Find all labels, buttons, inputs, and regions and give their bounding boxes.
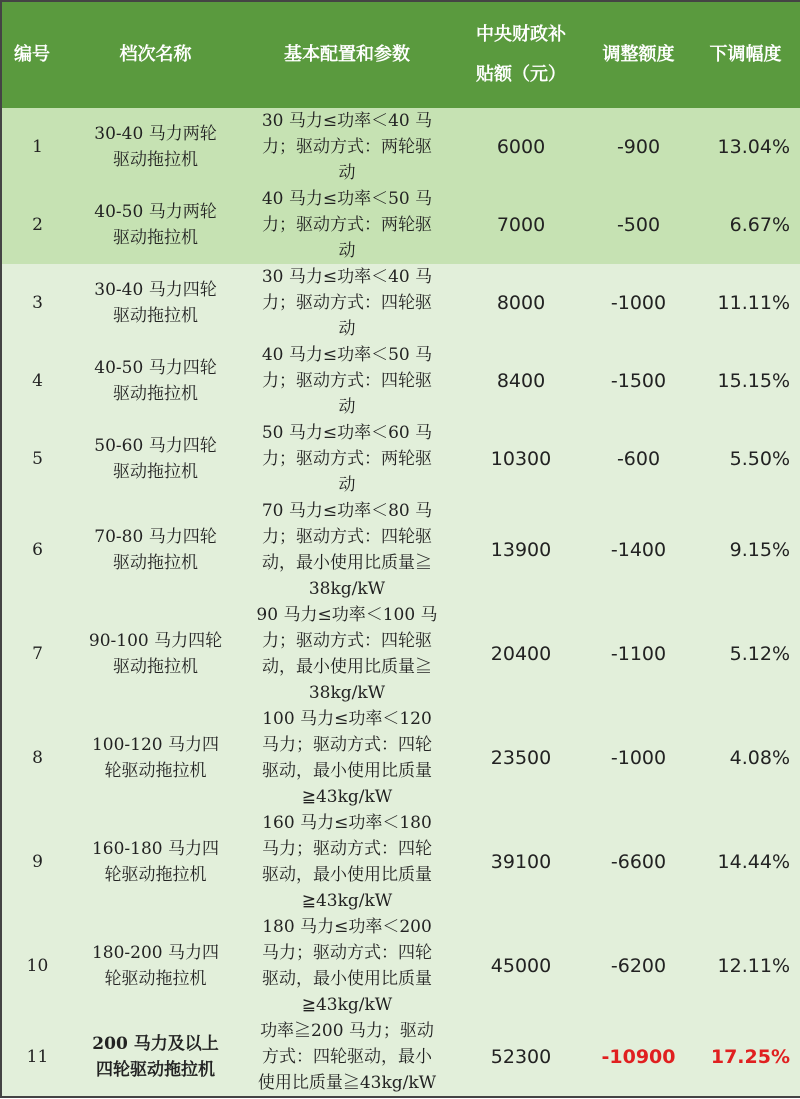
row-subsidy: 52300: [456, 1018, 586, 1097]
header-subsidy-line1: 中央财政补: [476, 24, 566, 45]
row-spec-l3: 驱动，最小使用比质量: [262, 865, 432, 885]
row-id: 7: [1, 602, 73, 706]
row-spec-l3: 动: [338, 397, 356, 417]
header-adjust: 调整额度: [586, 1, 691, 108]
row-subsidy: 13900: [456, 498, 586, 602]
row-spec: [238, 1018, 456, 1097]
row-spec: [238, 706, 456, 810]
row-id: 9: [1, 810, 73, 914]
row-name-l2: 轮驱动拖拉机: [104, 761, 207, 781]
table-row: [1, 420, 800, 498]
row-id: 2: [1, 186, 73, 264]
row-id: 3: [1, 264, 73, 342]
row-adjust: -6200: [586, 914, 691, 1018]
row-spec-l1: 70 马力≤功率＜80 马: [261, 501, 433, 521]
header-subsidy: [456, 1, 586, 108]
row-spec-l3: 驱动，最小使用比质量: [262, 969, 432, 989]
row-subsidy: 23500: [456, 706, 586, 810]
row-name: [73, 914, 238, 1018]
row-spec: [238, 264, 456, 342]
row-spec: [238, 342, 456, 420]
row-id: 6: [1, 498, 73, 602]
row-name: [73, 602, 238, 706]
row-name-l1: 30-40 马力四轮: [94, 280, 217, 300]
row-subsidy: 7000: [456, 186, 586, 264]
row-decrease: 4.08%: [691, 706, 800, 810]
row-spec: [238, 914, 456, 1018]
row-spec-l2: 力；驱动方式：两轮驱: [262, 137, 432, 157]
row-name: [73, 108, 238, 186]
row-name-l2: 驱动拖拉机: [113, 553, 198, 573]
row-name-l2: 驱动拖拉机: [113, 384, 198, 404]
row-adjust: -1000: [586, 706, 691, 810]
row-decrease: 12.11%: [691, 914, 800, 1018]
row-id: 5: [1, 420, 73, 498]
row-spec: [238, 810, 456, 914]
row-decrease: 11.11%: [691, 264, 800, 342]
row-spec-l3: 动: [338, 475, 356, 495]
row-name-l1: 180-200 马力四: [91, 943, 220, 963]
row-spec-l3: 使用比质量≧43kg/kW: [257, 1073, 437, 1093]
row-decrease: 17.25%: [691, 1018, 800, 1097]
row-name-l2: 驱动拖拉机: [113, 228, 198, 248]
row-spec: [238, 186, 456, 264]
row-id: 4: [1, 342, 73, 420]
row-spec-l2: 力；驱动方式：两轮驱: [262, 449, 432, 469]
table-row: [1, 108, 800, 186]
row-name: [73, 186, 238, 264]
row-adjust: -600: [586, 420, 691, 498]
row-spec-l2: 力；驱动方式：两轮驱: [262, 215, 432, 235]
row-spec-l1: 180 马力≤功率＜200: [262, 917, 432, 937]
table-row: [1, 498, 800, 602]
row-name-l1: 40-50 马力两轮: [94, 202, 217, 222]
row-spec-l1: 160 马力≤功率＜180: [262, 813, 432, 833]
row-decrease: 9.15%: [691, 498, 800, 602]
row-name-l1: 70-80 马力四轮: [94, 527, 217, 547]
row-name-l1: 160-180 马力四: [91, 839, 220, 859]
row-adjust: -1400: [586, 498, 691, 602]
row-spec-l1: 功率≧200 马力；驱动: [260, 1021, 434, 1041]
header-name: 档次名称: [73, 1, 238, 108]
row-id: 1: [1, 108, 73, 186]
header-spec: 基本配置和参数: [238, 1, 456, 108]
row-decrease: 5.12%: [691, 602, 800, 706]
row-spec: [238, 108, 456, 186]
row-name: [73, 810, 238, 914]
row-decrease: 13.04%: [691, 108, 800, 186]
row-spec-l1: 40 马力≤功率＜50 马: [261, 189, 433, 209]
row-spec-l3: 动，最小使用比质量≧: [262, 553, 432, 573]
row-adjust: -1000: [586, 264, 691, 342]
row-spec-l1: 30 马力≤功率＜40 马: [261, 267, 433, 287]
row-spec-l1: 50 马力≤功率＜60 马: [261, 423, 433, 443]
row-name-l2: 轮驱动拖拉机: [104, 865, 207, 885]
table-row: [1, 342, 800, 420]
header-subsidy-line2: 贴额（元）: [476, 64, 566, 85]
table-row: [1, 264, 800, 342]
row-adjust: -500: [586, 186, 691, 264]
row-spec-l4: ≧43kg/kW: [301, 787, 393, 807]
table-row: [1, 602, 800, 706]
row-name: [73, 706, 238, 810]
row-name-l1: 40-50 马力四轮: [94, 358, 217, 378]
row-spec-l3: 动: [338, 241, 356, 261]
table-row: [1, 1018, 800, 1097]
row-name-l2: 轮驱动拖拉机: [104, 969, 207, 989]
row-name: [73, 342, 238, 420]
row-subsidy: 6000: [456, 108, 586, 186]
row-subsidy: 45000: [456, 914, 586, 1018]
row-adjust: -1100: [586, 602, 691, 706]
row-subsidy: 20400: [456, 602, 586, 706]
row-decrease: 14.44%: [691, 810, 800, 914]
table-row: [1, 914, 800, 1018]
row-spec-l4: 38kg/kW: [308, 579, 386, 599]
row-name-l1: 90-100 马力四轮: [88, 631, 223, 651]
row-subsidy: 10300: [456, 420, 586, 498]
row-spec-l2: 力；驱动方式：四轮驱: [262, 527, 432, 547]
row-adjust: -10900: [586, 1018, 691, 1097]
row-spec-l2: 力；驱动方式：四轮驱: [262, 293, 432, 313]
row-decrease: 5.50%: [691, 420, 800, 498]
row-name-l2: 驱动拖拉机: [113, 150, 198, 170]
row-spec-l3: 动: [338, 319, 356, 339]
table-row: [1, 810, 800, 914]
row-spec-l3: 动，最小使用比质量≧: [262, 657, 432, 677]
row-spec-l1: 30 马力≤功率＜40 马: [261, 111, 433, 131]
row-spec-l1: 40 马力≤功率＜50 马: [261, 345, 433, 365]
row-name-l2: 驱动拖拉机: [113, 306, 198, 326]
row-spec-l4: ≧43kg/kW: [301, 891, 393, 911]
row-spec-l2: 马力；驱动方式：四轮: [262, 735, 432, 755]
row-name: [73, 498, 238, 602]
table-row: [1, 706, 800, 810]
row-name: [73, 420, 238, 498]
row-name-l1: 50-60 马力四轮: [94, 436, 217, 456]
row-spec-l1: 90 马力≤功率＜100 马: [256, 605, 438, 625]
row-id: 8: [1, 706, 73, 810]
row-decrease: 6.67%: [691, 186, 800, 264]
row-spec-l1: 100 马力≤功率＜120: [262, 709, 432, 729]
row-name: [73, 264, 238, 342]
row-name-l2: 四轮驱动拖拉机: [96, 1060, 215, 1080]
row-spec-l2: 力；驱动方式：四轮驱: [262, 371, 432, 391]
row-spec-l2: 方式：四轮驱动，最小: [262, 1047, 432, 1067]
row-spec-l2: 马力；驱动方式：四轮: [262, 943, 432, 963]
row-id: 11: [1, 1018, 73, 1097]
row-spec: [238, 420, 456, 498]
row-name-l2: 驱动拖拉机: [113, 462, 198, 482]
row-name-l1: 30-40 马力两轮: [94, 124, 217, 144]
header-decrease: 下调幅度: [691, 1, 800, 108]
row-subsidy: 8000: [456, 264, 586, 342]
table-header: [1, 1, 800, 108]
row-spec-l2: 力；驱动方式：四轮驱: [262, 631, 432, 651]
row-id: 10: [1, 914, 73, 1018]
row-name-l2: 驱动拖拉机: [113, 657, 198, 677]
row-adjust: -1500: [586, 342, 691, 420]
row-subsidy: 8400: [456, 342, 586, 420]
row-adjust: -6600: [586, 810, 691, 914]
row-decrease: 15.15%: [691, 342, 800, 420]
row-subsidy: 39100: [456, 810, 586, 914]
row-spec-l2: 马力；驱动方式：四轮: [262, 839, 432, 859]
row-spec: [238, 602, 456, 706]
row-spec-l3: 动: [338, 163, 356, 183]
row-name: [73, 1018, 238, 1097]
table-row: [1, 186, 800, 264]
row-spec: [238, 498, 456, 602]
row-name-l1: 100-120 马力四: [91, 735, 220, 755]
row-spec-l4: 38kg/kW: [308, 683, 386, 703]
row-spec-l3: 驱动，最小使用比质量: [262, 761, 432, 781]
row-adjust: -900: [586, 108, 691, 186]
row-name-l1: 200 马力及以上: [92, 1034, 219, 1054]
row-spec-l4: ≧43kg/kW: [301, 995, 393, 1015]
header-id: 编号: [1, 1, 73, 108]
